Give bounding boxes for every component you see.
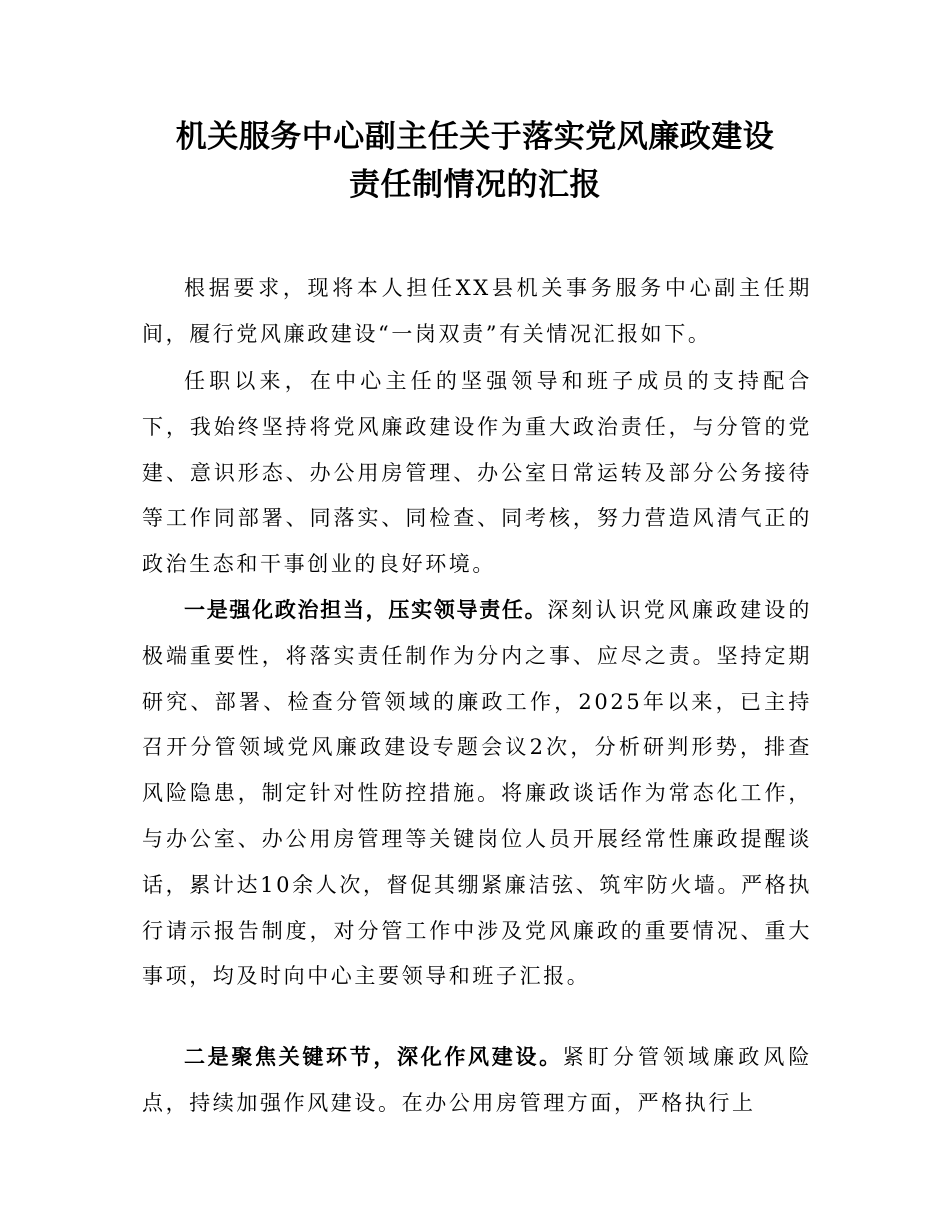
section-two-heading: 二是聚焦关键环节，深化作风建设。 xyxy=(184,1044,563,1069)
paragraph-section-two xyxy=(142,1034,812,1127)
document-title xyxy=(120,113,830,209)
title-line-1: 机关服务中心副主任关于落实党风廉政建设 xyxy=(175,119,775,155)
paragraph-intro: 根据要求，现将本人担任XX县机关事务服务中心副主任期间，履行党风廉政建设“一岗双责”有关情况汇报如下。 xyxy=(142,276,812,346)
section-one-body: 深刻认识党风廉政建设的极端重要性，将落实责任制作为分内之事、应尽之责。坚持定期研究、部署、检查分管领域的廉政工作，2025年以来，已主持召开分管领域党风廉政建设专题会议2次，分析研判形势，排查风险隐患，制定针对性防控措施。将廉政谈话作为常态化工作，与办公室、办公用房管理等关键岗位人员开展经常性廉政提醒谈话，累计达10余人次，督促其绷紧廉洁弦、筑牢防火墙。严格执行请示报告制度，对分管工作中涉及党风廉政的重要情况、重大事项，均及时向中心主要领导和班子汇报。 xyxy=(142,598,812,989)
section-two-body: 紧盯分管领域廉政风险点，持续加强作风建设。在办公用房管理方面，严格执行上 xyxy=(142,1045,812,1115)
title-line-2: 责任制情况的汇报 xyxy=(349,167,601,203)
paragraph-section-one xyxy=(142,587,812,1000)
paragraph-overview: 任职以来，在中心主任的坚强领导和班子成员的支持配合下，我始终坚持将党风廉政建设作为重大政治责任，与分管的党建、意识形态、办公用房管理、办公室日常运转及部分公务接待等工作同部署、同落实、同检查、同考核，努力营造风清气正的政治生态和干事创业的良好环境。 xyxy=(142,369,812,577)
section-one-heading: 一是强化政治担当，压实领导责任。 xyxy=(184,597,548,622)
